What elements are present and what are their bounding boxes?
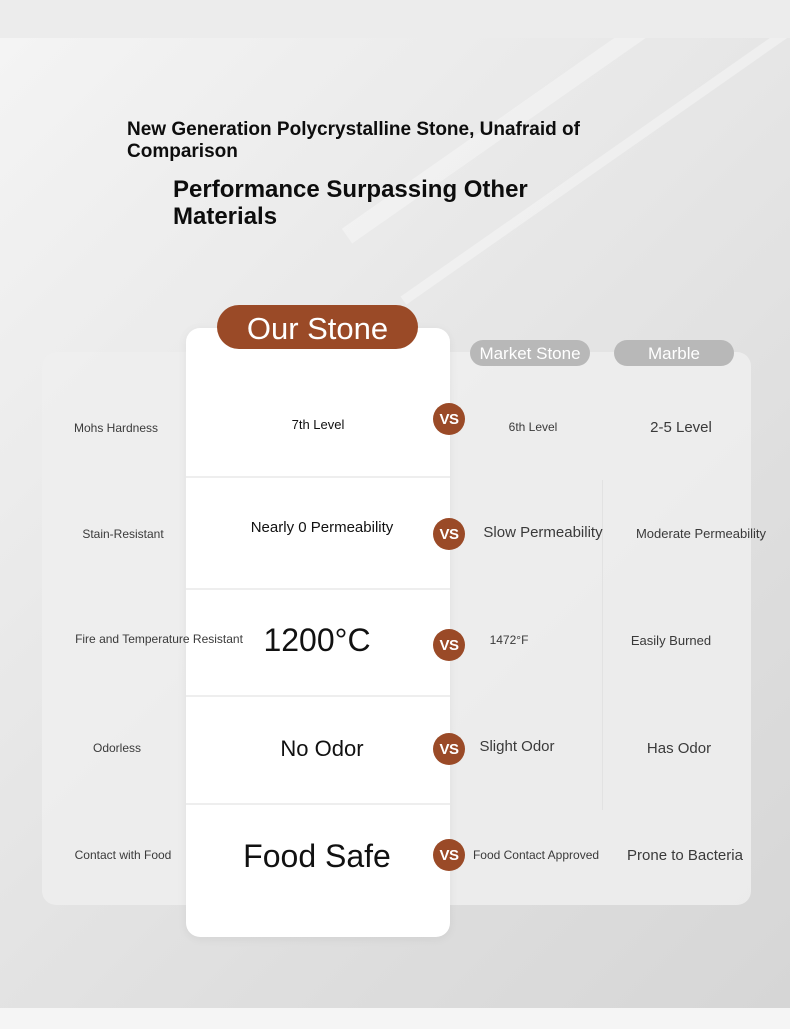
our-stone-header: Our Stone	[217, 305, 418, 349]
vs-badge: VS	[433, 518, 465, 550]
top-strip	[0, 0, 790, 38]
marble-value: 2-5 Level	[650, 418, 712, 436]
marble-value: Moderate Permeability	[635, 525, 767, 541]
market-stone-value: 1472°F	[489, 633, 529, 647]
marble-value: Easily Burned	[630, 632, 712, 648]
market-stone-header: Market Stone	[470, 340, 590, 366]
row-divider	[186, 695, 450, 697]
row-divider	[186, 588, 450, 590]
row-divider	[186, 476, 450, 478]
attribute-label: Stain-Resistant	[82, 527, 164, 541]
marble-header: Marble	[614, 340, 734, 366]
market-stone-value: Slow Permeability	[483, 523, 603, 541]
our-stone-value: No Odor	[280, 736, 364, 761]
our-stone-value: Food Safe	[243, 837, 391, 874]
marble-value: Prone to Bacteria	[627, 846, 743, 864]
market-stone-value: Slight Odor	[479, 737, 555, 755]
our-stone-value: 7th Level	[291, 416, 345, 432]
bottom-strip	[0, 1008, 790, 1029]
market-stone-value: Food Contact Approved	[472, 848, 600, 862]
vs-badge: VS	[433, 403, 465, 435]
our-stone-value: Nearly 0 Permeability	[250, 518, 394, 536]
page-subheading: Performance Surpassing Other Materials	[173, 176, 528, 230]
vs-badge: VS	[433, 629, 465, 661]
attribute-label: Mohs Hardness	[73, 421, 159, 435]
attribute-label: Odorless	[92, 741, 142, 755]
attribute-label: Contact with Food	[74, 848, 172, 862]
market-stone-value: 6th Level	[508, 420, 558, 434]
vs-badge: VS	[433, 839, 465, 871]
vs-badge: VS	[433, 733, 465, 765]
page-heading: New Generation Polycrystalline Stone, Unafraid of Comparison	[127, 119, 580, 162]
our-stone-value: 1200°C	[263, 621, 371, 658]
attribute-label: Fire and Temperature Resistant	[75, 632, 243, 646]
light-streak	[401, 38, 790, 305]
marble-value: Has Odor	[646, 739, 712, 757]
row-divider	[186, 803, 450, 805]
